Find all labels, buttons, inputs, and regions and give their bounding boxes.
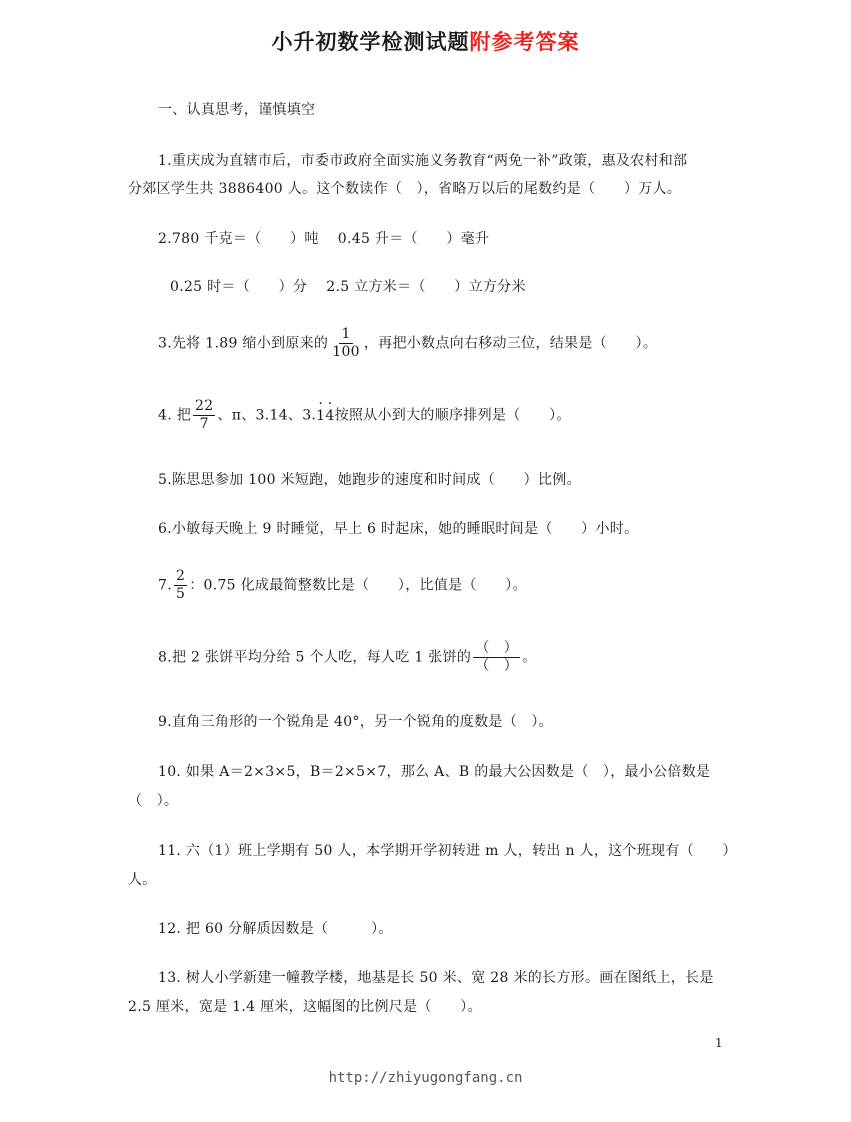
q8-pre: 8.把 2 张饼平均分给 5 个人吃，每人吃 1 张饼的 [158, 649, 472, 666]
q3 [158, 326, 657, 361]
q5: 5.陈思思参加 100 米短跑，她跑步的速度和时间成（ ）比例。 [158, 472, 581, 488]
q3-fraction [330, 326, 362, 361]
page-number: 1 [715, 1036, 723, 1050]
q1-line1: 1.重庆成为直辖市后，市委市政府全面实施义务教育“两免一补”政策，惠及农村和部 [158, 153, 688, 169]
q7-fraction-denominator: 5 [175, 586, 186, 602]
q8 [158, 640, 536, 675]
q13-line2: 2.5 厘米，宽是 1.4 厘米，这幅图的比例尺是（ ）。 [128, 999, 482, 1015]
q13-line1: 13. 树人小学新建一幢教学楼，地基是长 50 米、宽 28 米的长方形。画在图纸上，长是 [158, 970, 714, 986]
q1-line2: 分郊区学生共 3886400 人。这个数读作（ ），省略万以后的尾数约是（ ）万人。 [128, 181, 682, 197]
q2-line2: 0.25 时＝（ ）分 2.5 立方米＝（ ）立方分米 [170, 279, 526, 295]
q4-pre: 4. 把 [158, 407, 192, 424]
q7-fraction-numerator: 2 [175, 568, 186, 584]
q4-repeating-digit-2: · 4 [325, 408, 334, 424]
q4-mid: 、π、3.14、3. [217, 407, 317, 424]
title-highlight: 附参考答案 [469, 30, 580, 54]
q4-fraction-denominator: 7 [199, 416, 209, 432]
q8-fraction-denominator: （ ） [475, 658, 519, 674]
title-main: 小升初数学检测试题 [271, 30, 470, 54]
q4-post: 按照从小到大的顺序排列是（ ）。 [334, 407, 571, 424]
q6: 6.小敏每天晚上 9 时睡觉，早上 6 时起床，她的睡眠时间是（ ）小时。 [158, 521, 639, 537]
q7-pre: 7. [158, 577, 172, 594]
q3-fraction-numerator: 1 [341, 326, 351, 342]
q12: 12. 把 60 分解质因数是（ ）。 [158, 921, 393, 937]
q7-post: ：0.75 化成最简整数比是（ ），比值是（ ）。 [189, 577, 527, 594]
q4 [158, 398, 571, 433]
q11-line2: 人。 [128, 872, 157, 888]
q4-fraction-numerator: 22 [195, 398, 214, 414]
q8-fraction-numerator: （ ） [475, 640, 519, 656]
q2-line1: 2.780 千克＝（ ）吨 0.45 升＝（ ）毫升 [158, 231, 490, 247]
section-heading: 一、认真思考，谨慎填空 [158, 102, 316, 118]
footer-url[interactable]: http://zhiyugongfang.cn [328, 1070, 523, 1086]
q7 [158, 568, 527, 603]
q3-post: ，再把小数点向右移动三位，结果是（ ）。 [363, 335, 658, 352]
q3-pre: 3.先将 1.89 缩小到原来的 [158, 335, 329, 352]
q3-fraction-denominator: 100 [332, 344, 360, 360]
q4-repeating-digit-1: · 1 [316, 408, 325, 424]
document-title [0, 26, 851, 56]
q4-fraction [193, 398, 215, 433]
q8-post: 。 [522, 649, 537, 666]
q10-line2: （ ）。 [128, 793, 179, 809]
q7-fraction [174, 568, 187, 603]
q11-line1: 11. 六（1）班上学期有 50 人，本学期开学初转进 m 人，转出 n 人，这个班现有（ ） [158, 843, 737, 859]
q10-line1: 10. 如果 A＝2×3×5，B＝2×5×7，那么 A、B 的最大公因数是（ ），最小公倍数是 [158, 764, 711, 780]
q8-fraction [473, 640, 520, 675]
q9: 9.直角三角形的一个锐角是 40°，另一个锐角的度数是（ ）。 [158, 714, 553, 730]
